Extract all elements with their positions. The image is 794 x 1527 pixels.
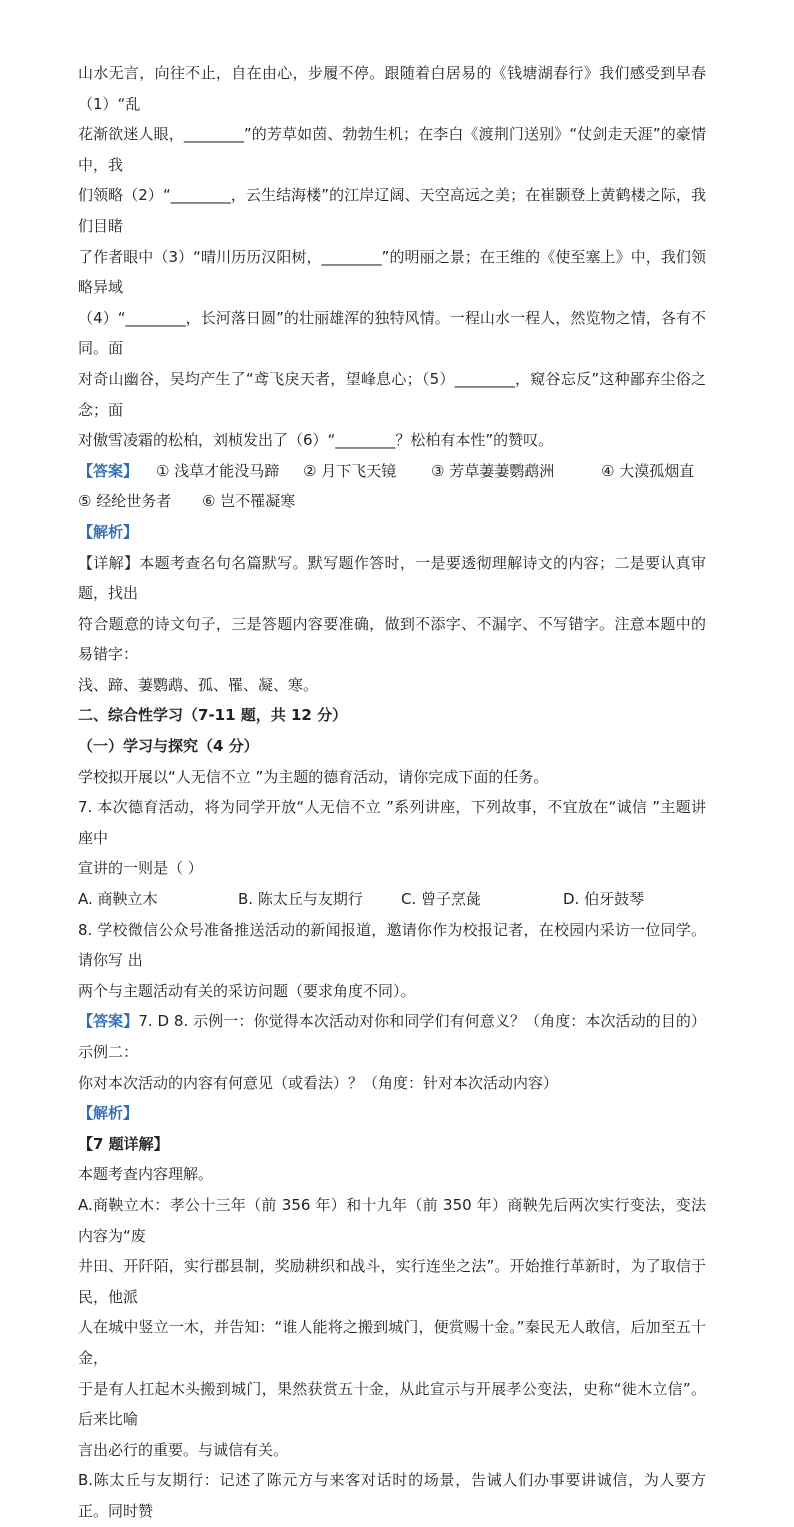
answer-text: 7. D 8. 示例一：你觉得本次活动对你和同学们有何意义？（角度：本次活动的目的）示例二：	[78, 1012, 706, 1061]
question-line: 宣讲的一则是（ ）	[78, 859, 203, 878]
answer-row	[78, 486, 706, 517]
subsection-title: （一）学习与探究（4 分）	[78, 737, 259, 756]
choice-option: A. 商鞅立木	[78, 890, 158, 909]
analysis-label: 【解析】	[78, 522, 139, 541]
text-line: 花渐欲迷人眼，________”的芳草如茵、勃勃生机；在李白《渡荆门送别》“仗剑走天涯”的豪情中，我	[78, 125, 706, 174]
text-line: A.商鞅立木：孝公十三年（前 356 年）和十九年（前 350 年）商鞅先后两次实行变法，变法内容为“废	[78, 1195, 706, 1245]
choice-row	[78, 884, 706, 915]
answer-item: ⑥ 岂不罹凝寒	[202, 492, 296, 511]
analysis-block-2	[78, 1098, 706, 1526]
answer-item: ① 浅草才能没马蹄	[156, 461, 280, 480]
analysis-topic: 本题考查内容理解。	[78, 1165, 214, 1184]
answer-label: 【答案】	[78, 461, 139, 480]
text-line: 了作者眼中（3）“晴川历历汉阳树，________”的明丽之景；在王维的《使至塞上》中，我们领略异域	[78, 247, 706, 297]
analysis-block-1	[78, 517, 706, 701]
text-line: 言出必行的重要。与诚信有关。	[78, 1440, 289, 1459]
answer-block-2	[78, 1006, 706, 1098]
text-line: 人在城中竖立一木，并告知：“谁人能将之搬到城门，便赏赐十金。”秦民无人敢信，后加至五十金，	[78, 1318, 706, 1367]
text-line: 浅、蹄、萋鹦鹉、孤、罹、凝、寒。	[78, 675, 319, 694]
text-line: 对傲雪凌霜的松柏，刘桢发出了（6）“________？松柏有本性”的赞叹。	[78, 431, 554, 450]
question-line: 两个与主题活动有关的采访问题（要求角度不同）。	[78, 981, 416, 1000]
text-line: 【详解】本题考查名句名篇默写。默写题作答时，一是要透彻理解诗文的内容；二是要认真审题，找出	[78, 553, 706, 603]
answer-line	[78, 1006, 706, 1067]
text-line: 井田、开阡陌，实行郡县制，奖励耕织和战斗，实行连坐之法”。开始推行革新时，为了取信于民，他派	[78, 1257, 706, 1306]
choice-option: C. 曾子烹彘	[401, 890, 482, 909]
answer-line: 你对本次活动的内容有何意见（或看法）？（角度：针对本次活动内容）	[78, 1073, 559, 1092]
answer-item: ⑤ 经纶世务者	[78, 492, 172, 511]
answer-item: ② 月下飞天镜	[303, 461, 397, 480]
answer-block-1	[78, 456, 706, 517]
text-line: 们领略（2）“________，云生结海楼”的江岸辽阔、天空高远之美；在崔颢登上黄鹤楼之际，我们目睹	[78, 186, 706, 235]
answer-row	[78, 456, 706, 487]
question-8	[78, 915, 706, 1007]
text-line: 于是有人扛起木头搬到城门，果然获赏五十金，从此宣示与开展孝公变法，史称“徙木立信”。后来比喻	[78, 1379, 706, 1429]
section-2	[78, 700, 706, 792]
question-line: 8. 学校微信公众号准备推送活动的新闻报道，邀请你作为校报记者，在校园内采访一位同学。请你写 出	[78, 920, 706, 970]
answer-item: ③ 芳草萋萋鹦鹉洲	[431, 461, 555, 480]
text-line: B.陈太丘与友期行：记述了陈元方与来客对话时的场景，告诫人们办事要讲诚信，为人要方正。同时赞	[78, 1471, 706, 1520]
text-line: （4）“________，长河落日圆”的壮丽雄浑的独特风情。一程山水一程人，然览物之情，各有不同。面	[78, 308, 706, 358]
question-line: 7. 本次德育活动，将为同学开放“人无信不立 ”系列讲座，下列故事，不宜放在“诚信 ”主题讲座中	[78, 798, 706, 847]
poem-paragraph	[78, 58, 706, 456]
text-line: 山水无言，向往不止，自在由心，步履不停。跟随着白居易的《钱塘湖春行》我们感受到早春（1）“乱	[78, 64, 706, 113]
text-line: 对奇山幽谷，吴均产生了“鸢飞戾天者，望峰息心；（5）________，窥谷忘反”这种鄙弃尘俗之念；面	[78, 369, 706, 419]
section-intro: 学校拟开展以“人无信不立 ”为主题的德育活动，请你完成下面的任务。	[78, 767, 549, 786]
analysis-sub: 【7 题详解】	[78, 1134, 169, 1153]
answer-item: ④ 大漠孤烟直	[601, 461, 695, 480]
answer-label: 【答案】	[78, 1012, 139, 1031]
choice-option: D. 伯牙鼓琴	[563, 890, 645, 909]
question-7	[78, 792, 706, 914]
analysis-label: 【解析】	[78, 1104, 139, 1123]
section-title: 二、综合性学习（7-11 题，共 12 分）	[78, 706, 348, 725]
choice-option: B. 陈太丘与友期行	[238, 890, 363, 909]
text-line: 符合题意的诗文句子，三是答题内容要准确，做到不添字、不漏字、不写错字。注意本题中的易错字：	[78, 614, 706, 664]
